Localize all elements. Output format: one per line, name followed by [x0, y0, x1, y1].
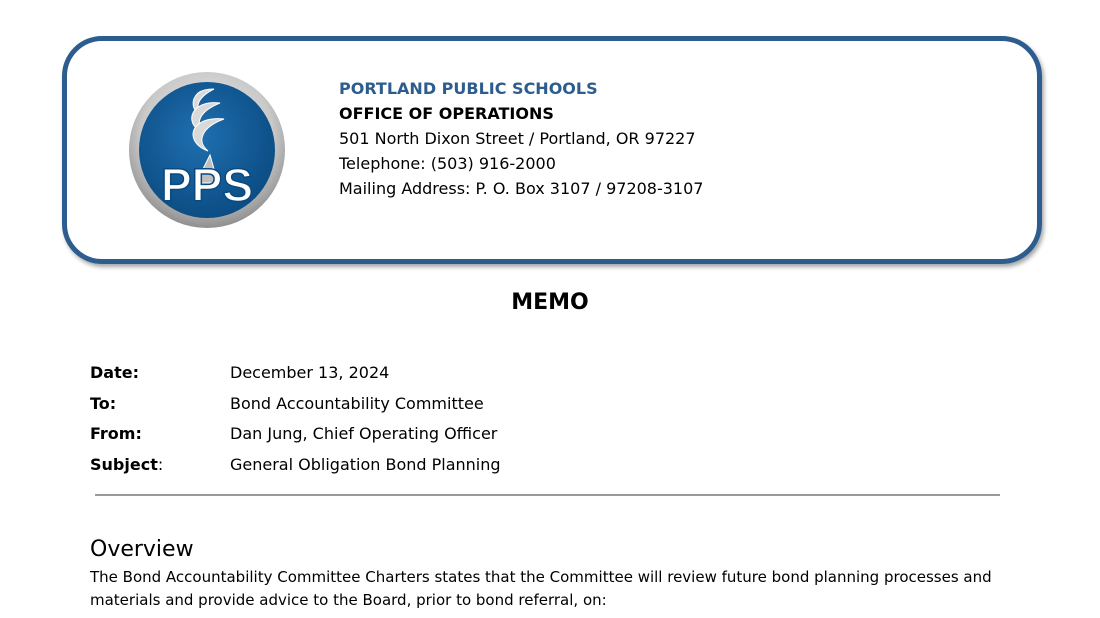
memo-label-date: Date:	[90, 363, 139, 382]
memo-field-to	[90, 389, 501, 420]
memo-label-subject-wrap	[90, 450, 230, 480]
letterhead-address-block	[339, 76, 703, 201]
section-divider	[95, 494, 1000, 496]
memo-label-subject-colon: :	[157, 454, 164, 474]
memo-label-subject: Subject	[90, 454, 158, 474]
memo-value-from: Dan Jung, Chief Operating Officer	[230, 424, 498, 443]
logo-text: PPS	[160, 159, 254, 211]
overview-heading: Overview	[90, 537, 194, 562]
office-name: OFFICE OF OPERATIONS	[339, 104, 554, 123]
telephone: Telephone: (503) 916-2000	[339, 154, 556, 173]
mailing-address: Mailing Address: P. O. Box 3107 / 97208-3107	[339, 179, 704, 198]
memo-title: MEMO	[511, 290, 589, 315]
memo-value-to: Bond Accountability Committee	[230, 393, 484, 413]
memo-value-date: December 13, 2024	[230, 363, 390, 382]
memo-field-subject	[90, 450, 501, 481]
memo-label-from: From:	[90, 424, 142, 443]
overview-paragraph: The Bond Accountability Committee Charters states that the Committee will review future bond planning processes and materials and provide advice to the Board, prior to bond referral, on:	[90, 568, 992, 609]
memo-value-subject: General Obligation Bond Planning	[230, 454, 501, 474]
memo-header-fields	[90, 358, 501, 480]
pps-logo	[128, 71, 286, 229]
memo-label-to: To:	[90, 393, 117, 413]
memo-field-from	[90, 419, 501, 450]
street-address: 501 North Dixon Street / Portland, OR 97227	[339, 129, 696, 148]
memo-field-date	[90, 358, 501, 389]
org-name: PORTLAND PUBLIC SCHOOLS	[339, 79, 598, 98]
